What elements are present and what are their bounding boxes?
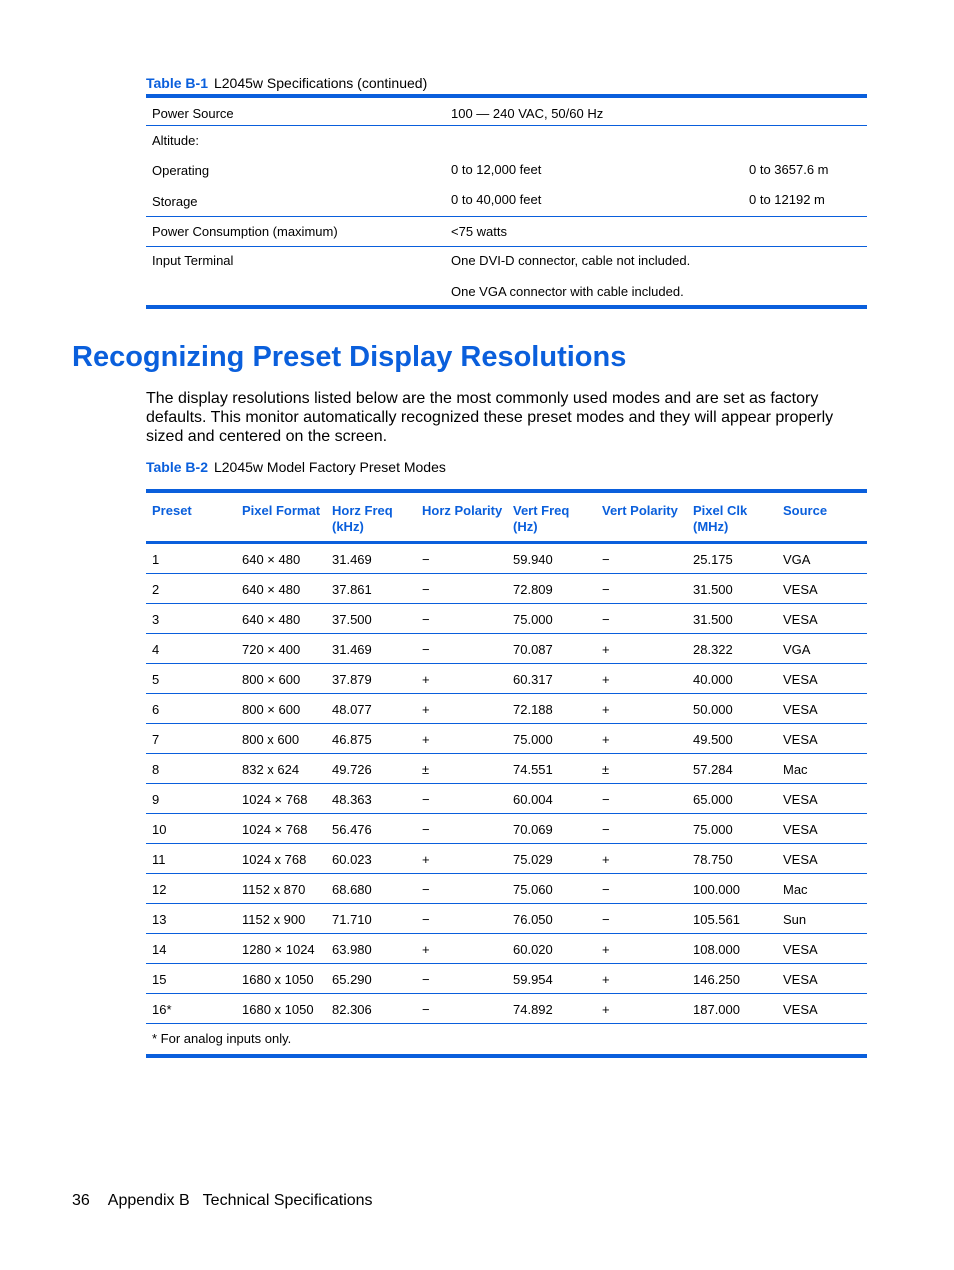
cell-pixel-format: 832 x 624 [242, 762, 300, 777]
cell-horz-polarity: ± [422, 762, 430, 777]
cell-horz-polarity: − [422, 552, 430, 567]
table-row [146, 664, 867, 693]
table-row [146, 844, 867, 873]
cell-source: VESA [783, 1002, 818, 1017]
table-row [146, 574, 867, 603]
column-header-pixel-format: Pixel Format [242, 503, 321, 518]
cell-vert-freq: 75.029 [513, 852, 553, 867]
cell-pixel-clk: 65.000 [693, 792, 733, 807]
table-footnote: * For analog inputs only. [152, 1031, 292, 1046]
table-b2-title: L2045w Model Factory Preset Modes [213, 459, 446, 475]
cell-horz-polarity: − [422, 582, 430, 597]
cell-horz-polarity: + [422, 942, 430, 957]
cell-horz-freq: 37.500 [332, 612, 372, 627]
cell-pixel-format: 1024 × 768 [242, 822, 308, 837]
cell-pixel-format: 1024 × 768 [242, 792, 308, 807]
cell-preset: 2 [152, 582, 160, 597]
table-row [146, 544, 867, 573]
spec-value-storage-meters: 0 to 12192 m [749, 192, 825, 207]
cell-pixel-format: 800 × 600 [242, 672, 301, 687]
cell-horz-freq: 46.875 [332, 732, 372, 747]
table-row [146, 754, 867, 783]
cell-pixel-clk: 31.500 [693, 612, 733, 627]
cell-source: VESA [783, 942, 818, 957]
cell-source: Sun [783, 912, 807, 927]
cell-pixel-clk: 75.000 [693, 822, 733, 837]
cell-source: VGA [783, 552, 811, 567]
cell-source: VGA [783, 642, 811, 657]
table-row [146, 724, 867, 753]
cell-horz-polarity: − [422, 792, 430, 807]
spec-value-line2: One VGA connector with cable included. [451, 284, 684, 299]
cell-pixel-clk: 57.284 [693, 762, 733, 777]
cell-vert-freq: 59.954 [513, 972, 553, 987]
column-header-horz-polarity: Horz Polarity [422, 503, 503, 518]
table-body [146, 544, 867, 1024]
cell-horz-freq: 49.726 [332, 762, 372, 777]
cell-horz-polarity: + [422, 702, 430, 717]
cell-pixel-format: 1680 x 1050 [242, 1002, 314, 1017]
column-header-source: Source [783, 503, 828, 518]
cell-vert-freq: 60.020 [513, 942, 553, 957]
cell-horz-freq: 56.476 [332, 822, 372, 837]
table-row [146, 634, 867, 663]
cell-vert-freq: 70.087 [513, 642, 553, 657]
cell-pixel-format: 800 × 600 [242, 702, 301, 717]
cell-preset: 12 [152, 882, 167, 897]
cell-pixel-clk: 49.500 [693, 732, 733, 747]
footer-section-title: Appendix B Technical Specifications [107, 1192, 373, 1209]
cell-preset: 11 [152, 852, 166, 867]
cell-vert-freq: 70.069 [513, 822, 553, 837]
page-footer [72, 1192, 373, 1210]
table-row [146, 964, 867, 993]
cell-vert-polarity: − [602, 792, 610, 807]
cell-horz-freq: 37.879 [332, 672, 372, 687]
cell-source: VESA [783, 972, 818, 987]
cell-horz-freq: 71.710 [332, 912, 372, 927]
cell-horz-freq: 31.469 [332, 642, 372, 657]
cell-pixel-format: 640 × 480 [242, 582, 301, 597]
cell-preset: 15 [152, 972, 167, 987]
spec-value-line1: One DVI-D connector, cable not included. [451, 253, 691, 268]
cell-source: VESA [783, 612, 818, 627]
table-row [146, 784, 867, 813]
table-row [146, 874, 867, 903]
cell-horz-freq: 48.363 [332, 792, 372, 807]
cell-vert-freq: 72.188 [513, 702, 553, 717]
cell-pixel-clk: 40.000 [693, 672, 733, 687]
cell-vert-polarity: + [602, 972, 610, 987]
table-row [146, 994, 867, 1023]
cell-source: VESA [783, 822, 818, 837]
cell-vert-polarity: − [602, 552, 610, 567]
table-bottom-rule [146, 1054, 867, 1058]
cell-pixel-clk: 78.750 [693, 852, 733, 867]
cell-horz-polarity: + [422, 672, 430, 687]
cell-source: VESA [783, 852, 818, 867]
cell-horz-polarity: + [422, 852, 430, 867]
cell-vert-freq: 76.050 [513, 912, 553, 927]
cell-pixel-format: 1152 x 870 [242, 882, 306, 897]
cell-source: VESA [783, 792, 818, 807]
cell-horz-freq: 63.980 [332, 942, 372, 957]
cell-horz-polarity: − [422, 822, 430, 837]
cell-horz-freq: 31.469 [332, 552, 372, 567]
spec-row-power-consumption [146, 217, 867, 246]
cell-vert-freq: 74.551 [513, 762, 553, 777]
spec-value-operating-feet: 0 to 12,000 feet [451, 162, 542, 177]
cell-source: VESA [783, 672, 818, 687]
cell-preset: 8 [152, 762, 160, 777]
cell-horz-polarity: − [422, 612, 430, 627]
cell-preset: 10 [152, 822, 167, 837]
spec-name: Power Source [152, 106, 234, 121]
cell-vert-polarity: + [602, 702, 610, 717]
cell-preset: 14 [152, 942, 167, 957]
spec-value-storage-feet: 0 to 40,000 feet [451, 192, 542, 207]
cell-horz-polarity: − [422, 912, 430, 927]
cell-horz-polarity: − [422, 1002, 430, 1017]
cell-pixel-format: 640 × 480 [242, 612, 301, 627]
spec-subname-operating: Operating [152, 163, 210, 178]
cell-vert-freq: 60.317 [513, 672, 553, 687]
column-header-vert-polarity: Vert Polarity [602, 503, 678, 518]
cell-pixel-clk: 50.000 [693, 702, 733, 717]
cell-pixel-format: 1024 x 768 [242, 852, 307, 867]
cell-preset: 5 [152, 672, 160, 687]
spec-subname-storage: Storage [152, 194, 198, 209]
section-heading: Recognizing Preset Display Resolutions [72, 341, 627, 373]
cell-pixel-clk: 108.000 [693, 942, 740, 957]
cell-vert-polarity: + [602, 852, 610, 867]
cell-horz-polarity: − [422, 972, 430, 987]
cell-pixel-clk: 100.000 [693, 882, 740, 897]
cell-vert-polarity: + [602, 1002, 610, 1017]
specifications-table [146, 94, 867, 309]
cell-horz-freq: 65.290 [332, 972, 372, 987]
cell-vert-polarity: − [602, 582, 610, 597]
cell-horz-freq: 82.306 [332, 1002, 372, 1017]
cell-source: VESA [783, 582, 818, 597]
spec-value: <75 watts [451, 224, 508, 239]
cell-source: Mac [783, 882, 808, 897]
spec-value-operating-meters: 0 to 3657.6 m [749, 162, 829, 177]
cell-preset: 1 [152, 552, 160, 567]
preset-modes-table [146, 489, 867, 1058]
page-number: 36 [72, 1192, 90, 1209]
table-b2-label: Table B-2 [146, 459, 208, 475]
column-header-preset: Preset [152, 503, 192, 518]
table-row [146, 904, 867, 933]
table-row [146, 694, 867, 723]
column-header-horz-freq: Horz Freq (kHz) [332, 503, 393, 534]
cell-vert-polarity: + [602, 942, 610, 957]
table-b1-title: L2045w Specifications (continued) [213, 75, 428, 91]
cell-vert-freq: 60.004 [513, 792, 553, 807]
cell-pixel-format: 1280 × 1024 [242, 942, 315, 957]
cell-preset: 3 [152, 612, 160, 627]
cell-pixel-format: 1152 x 900 [242, 912, 306, 927]
table-footnote-row [146, 1024, 867, 1054]
cell-vert-polarity: − [602, 822, 610, 837]
cell-pixel-clk: 105.561 [693, 912, 740, 927]
cell-vert-polarity: + [602, 642, 610, 657]
cell-preset: 4 [152, 642, 160, 657]
table-b1-label: Table B-1 [146, 75, 208, 91]
table-row [146, 934, 867, 963]
cell-preset: 13 [152, 912, 167, 927]
cell-vert-polarity: + [602, 672, 610, 687]
cell-pixel-format: 720 × 400 [242, 642, 301, 657]
table-row [146, 814, 867, 843]
cell-vert-polarity: − [602, 882, 610, 897]
cell-horz-polarity: + [422, 732, 430, 747]
cell-preset: 7 [152, 732, 160, 747]
table-row [146, 604, 867, 633]
cell-vert-freq: 72.809 [513, 582, 553, 597]
spec-value: 100 — 240 VAC, 50/60 Hz [451, 106, 604, 121]
cell-horz-freq: 60.023 [332, 852, 372, 867]
cell-preset: 16* [152, 1002, 172, 1017]
cell-horz-polarity: − [422, 882, 430, 897]
spec-row-power-source [146, 98, 867, 125]
spec-name: Altitude: [152, 133, 199, 148]
spec-name: Input Terminal [152, 253, 234, 268]
table-b2-caption [146, 459, 446, 475]
cell-source: Mac [783, 762, 808, 777]
cell-preset: 6 [152, 702, 160, 717]
cell-horz-freq: 68.680 [332, 882, 372, 897]
cell-vert-polarity: ± [602, 762, 610, 777]
cell-vert-polarity: − [602, 912, 610, 927]
cell-vert-freq: 74.892 [513, 1002, 553, 1017]
cell-preset: 9 [152, 792, 160, 807]
cell-pixel-format: 1680 x 1050 [242, 972, 314, 987]
cell-pixel-clk: 25.175 [693, 552, 733, 567]
cell-vert-freq: 75.060 [513, 882, 553, 897]
cell-horz-polarity: − [422, 642, 430, 657]
cell-pixel-clk: 187.000 [693, 1002, 740, 1017]
column-header-pixel-clk: Pixel Clk (MHz) [693, 503, 748, 534]
spec-name: Power Consumption (maximum) [152, 224, 338, 239]
cell-horz-freq: 48.077 [332, 702, 372, 717]
spec-row-altitude [146, 126, 867, 216]
table-b1-caption [146, 75, 427, 91]
cell-horz-freq: 37.861 [332, 582, 372, 597]
cell-pixel-format: 800 x 600 [242, 732, 300, 747]
cell-pixel-clk: 31.500 [693, 582, 733, 597]
cell-pixel-clk: 28.322 [693, 642, 733, 657]
spec-row-input-terminal [146, 247, 867, 305]
cell-vert-freq: 75.000 [513, 612, 553, 627]
cell-pixel-clk: 146.250 [693, 972, 740, 987]
column-header-vert-freq: Vert Freq (Hz) [513, 503, 570, 534]
cell-source: VESA [783, 732, 818, 747]
intro-paragraph: The display resolutions listed below are the most commonly used modes and are set as factory defaults. This monitor automatically recognized these preset modes and they will appear properly sized and centered on the screen. [146, 390, 834, 445]
cell-pixel-format: 640 × 480 [242, 552, 301, 567]
cell-vert-polarity: − [602, 612, 610, 627]
table-header-row [146, 493, 867, 541]
cell-source: VESA [783, 702, 818, 717]
table-bottom-rule [146, 305, 867, 309]
cell-vert-freq: 59.940 [513, 552, 553, 567]
cell-vert-freq: 75.000 [513, 732, 553, 747]
cell-vert-polarity: + [602, 732, 610, 747]
